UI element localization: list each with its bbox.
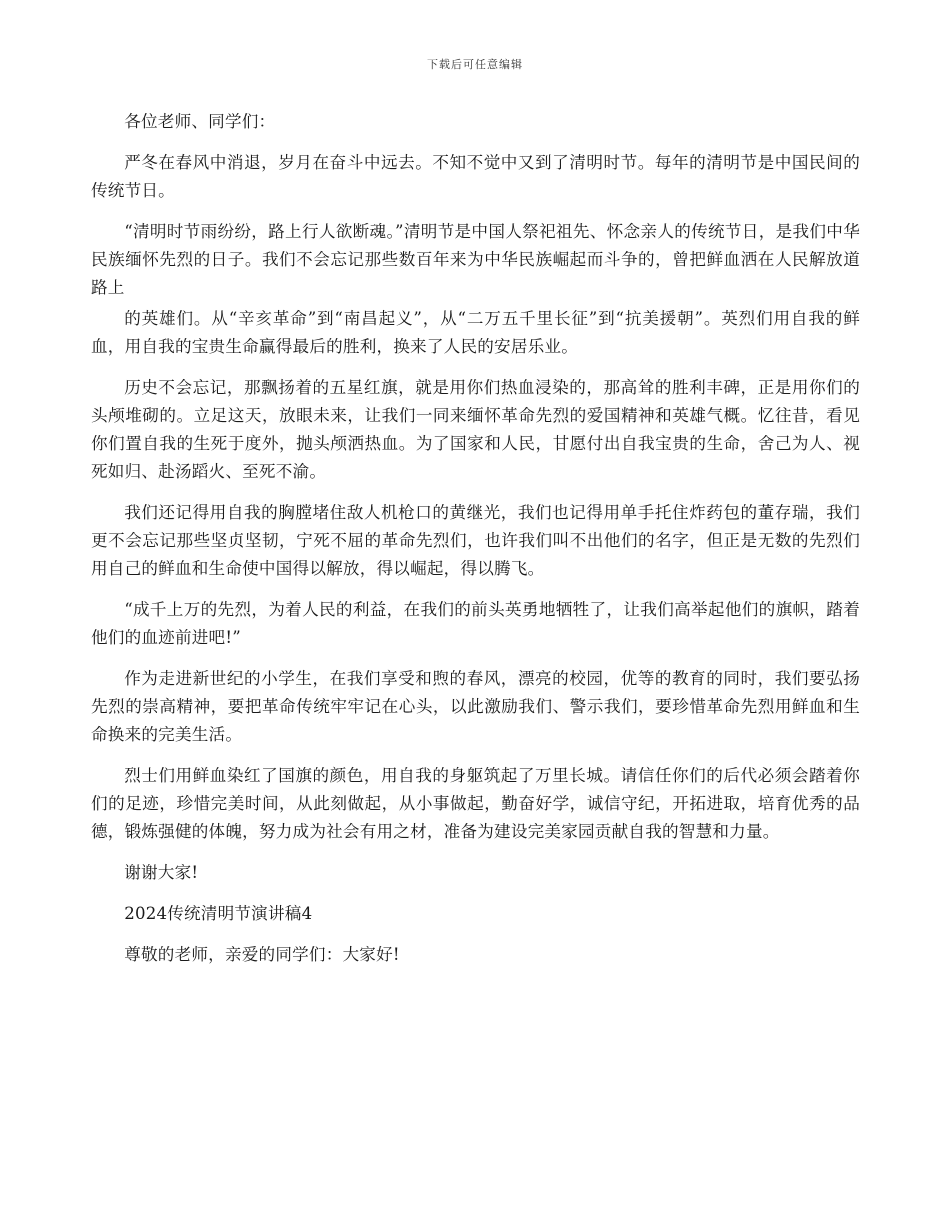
- greeting-next: 尊敬的老师，亲爱的同学们：大家好!: [124, 945, 400, 964]
- greeting: 各位老师、同学们：: [124, 112, 276, 131]
- paragraph-quote: “成千上万的先烈，为着人民的利益，在我们的前头英勇地牺牲了，让我们高举起他们的旗帜，踏着他们的血迹前进吧!”: [91, 600, 860, 647]
- section-title: 2024传统清明节演讲稿4: [124, 904, 313, 923]
- paragraph-students: 作为走进新世纪的小学生，在我们享受和煦的春风，漂亮的校园，优等的教育的同时，我们要弘扬先烈的崇高精神，要把革命传统牢牢记在心头，以此激励我们、警示我们，要珍惜革命先烈用鲜血和生命换来的完美生活。: [91, 669, 860, 744]
- page-header: 下载后可任意编辑: [427, 58, 523, 71]
- paragraph-opening: 严冬在春风中消退，岁月在奋斗中远去。不知不觉中又到了清明时节。每年的清明节是中国民间的传统节日。: [91, 153, 860, 200]
- paragraph-heroes: 的英雄们。从“辛亥革命”到“南昌起义”，从“二万五千里长征”到“抗美援朝”。英烈们用自我的鲜血，用自我的宝贵生命赢得最后的胜利，换来了人民的安居乐业。: [91, 309, 860, 356]
- paragraph-martyrs: 我们还记得用自我的胸膛堵住敌人机枪口的黄继光，我们也记得用单手托住炸药包的董存瑞，我们更不会忘记那些坚贞坚韧，宁死不屈的革命先烈们，也许我们叫不出他们的名字，但正是无数的先烈们用自己的鲜血和生命使中国得以解放，得以崛起，得以腾飞。: [91, 503, 860, 578]
- paragraph-closing: 烈士们用鲜血染红了国旗的颜色，用自我的身躯筑起了万里长城。请信任你们的后代必须会踏着你们的足迹，珍惜完美时间，从此刻做起，从小事做起，勤奋好学，诚信守纪，开拓进取，培育优秀的品德，锻炼强健的体魄，努力成为社会有用之材，准备为建设完美家园贡献自我的智慧和力量。: [91, 766, 860, 841]
- paragraph-qingming-poem: “清明时节雨纷纷，路上行人欲断魂。”清明节是中国人祭祀祖先、怀念亲人的传统节日，是我们中华民族缅怀先烈的日子。我们不会忘记那些数百年来为中华民族崛起而斗争的，曾把鲜血洒在人民解放道路上: [91, 222, 860, 297]
- document-body: [91, 108, 860, 982]
- paragraph-history: 历史不会忘记，那飘扬着的五星红旗，就是用你们热血浸染的，那高耸的胜利丰碑，正是用你们的头颅堆砌的。立足这天，放眼未来，让我们一同来缅怀革命先烈的爱国精神和英雄气概。忆往昔，看见你们置自我的生死于度外，抛头颅洒热血。为了国家和人民，甘愿付出自我宝贵的生命，舍己为人、视死如归、赴汤蹈火、至死不渝。: [91, 378, 860, 481]
- thanks-line: 谢谢大家!: [124, 863, 199, 882]
